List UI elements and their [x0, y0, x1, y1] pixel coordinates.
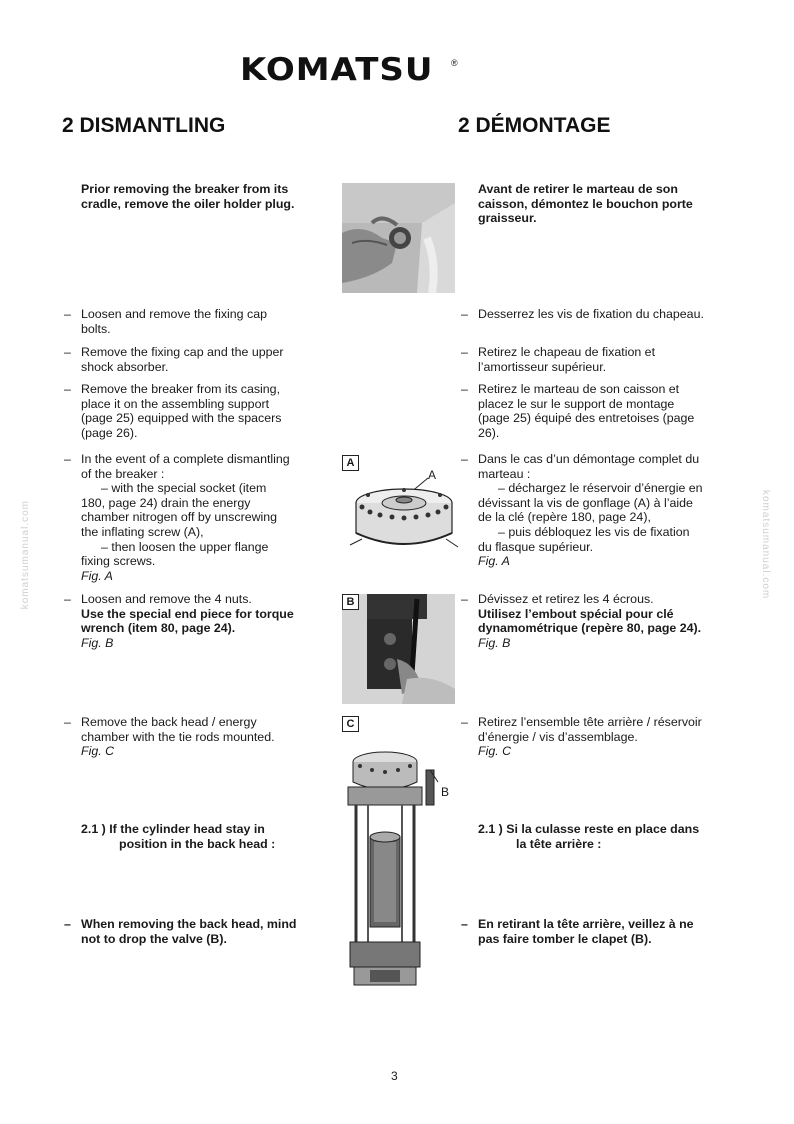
- dash: –: [461, 307, 468, 321]
- figure-a-callout: A: [428, 468, 437, 482]
- figure-b-label: B: [342, 594, 359, 610]
- photo-figure-b: [342, 594, 455, 704]
- dash: –: [64, 715, 71, 729]
- figure-c-drawing: [340, 742, 452, 987]
- right-step4: Dans le cas d’un démontage complet du marteau : – déchargez le réservoir d’énergie en dévissant la vis de gonflage (A) à l’aide de la clé (repère 180, page 24), – puis débloquez les vis de fixation du flasque supérieur. Fig. A: [478, 452, 703, 569]
- left-step4: In the event of a complete dismantling of the breaker : – with the special socket (item 180, page 24) drain the energy chamber nitrogen off by unscrewing the inflating screw (A), – then loosen the upper flange fixing screws. Fig. A: [81, 452, 290, 583]
- watermark-left: komatsumanual.com: [20, 500, 31, 610]
- right-step1: Desserrez les vis de fixation du chapeau.: [478, 307, 704, 321]
- left-step5: Loosen and remove the 4 nuts. Use the special end piece for torque wrench (item 80, page 24). Fig. B: [81, 592, 294, 650]
- dash: –: [461, 345, 468, 359]
- right-step6: Retirez l’ensemble tête arrière / réservoir d’énergie / vis d’assemblage. Fig. C: [478, 715, 702, 759]
- dash: –: [64, 917, 71, 931]
- dash: –: [461, 715, 468, 729]
- right-step3: Retirez le marteau de son caisson et placez le sur le support de montage (page 25) équipé des entretoises (page 26).: [478, 382, 695, 440]
- watermark-right: komatsumanual.com: [760, 490, 771, 600]
- right-step5: Dévissez et retirez les 4 écrous. Utilisez l’embout spécial pour clé dynamométrique (repère 80, page 24). Fig. B: [478, 592, 702, 650]
- dash: –: [64, 345, 71, 359]
- dash: –: [461, 452, 468, 466]
- right-title: 2 DÉMONTAGE: [458, 114, 611, 137]
- dash: –: [461, 592, 468, 606]
- right-subheading: 2.1 ) Si la culasse reste en place dans la tête arrière :: [478, 822, 700, 851]
- left-step7: When removing the back head, mind not to drop the valve (B).: [81, 917, 297, 946]
- right-intro: Avant de retirer le marteau de son caisson, démontez le bouchon porte graisseur.: [478, 182, 693, 226]
- figure-a-label: A: [342, 455, 359, 471]
- left-intro: Prior removing the breaker from its cradle, remove the oiler holder plug.: [81, 182, 295, 211]
- dash: –: [64, 382, 71, 396]
- figure-c-callout: B: [441, 785, 450, 799]
- komatsu-logo: KOMATSU: [240, 51, 434, 89]
- left-step1: Loosen and remove the fixing cap bolts.: [81, 307, 267, 336]
- figure-a-drawing: [348, 475, 460, 565]
- dash: –: [64, 592, 71, 606]
- left-title: 2 DISMANTLING: [62, 114, 226, 137]
- page-number: 3: [391, 1069, 398, 1083]
- dash: –: [64, 452, 71, 466]
- photo-oiler-plug: [342, 183, 455, 293]
- dash: –: [461, 917, 468, 931]
- right-step2: Retirez le chapeau de fixation et l’amortisseur supérieur.: [478, 345, 656, 374]
- left-step2: Remove the fixing cap and the upper shock absorber.: [81, 345, 284, 374]
- left-subheading: 2.1 ) If the cylinder head stay in position in the back head :: [81, 822, 276, 851]
- right-step7: En retirant la tête arrière, veillez à ne pas faire tomber le clapet (B).: [478, 917, 694, 946]
- registered-mark: ®: [451, 58, 458, 68]
- left-step6: Remove the back head / energy chamber with the tie rods mounted. Fig. C: [81, 715, 275, 759]
- dash: –: [461, 382, 468, 396]
- dash: –: [64, 307, 71, 321]
- figure-c-label: C: [342, 716, 359, 732]
- left-step3: Remove the breaker from its casing, place it on the assembling support (page 25) equipped with the spacers (page 26).: [81, 382, 282, 440]
